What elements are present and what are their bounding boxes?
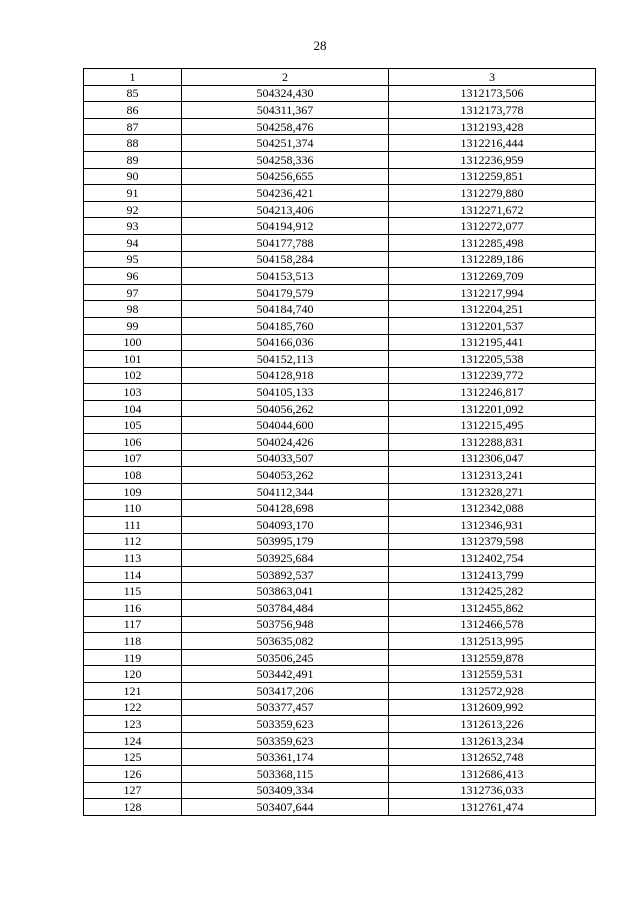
x-coordinate-cell: 503506,245 xyxy=(182,649,389,666)
point-number-cell: 125 xyxy=(84,749,182,766)
y-coordinate-cell: 1312193,428 xyxy=(389,118,596,135)
x-coordinate-cell: 504324,430 xyxy=(182,85,389,102)
table-row xyxy=(84,732,596,749)
point-number-cell: 93 xyxy=(84,218,182,235)
point-number-cell: 94 xyxy=(84,234,182,251)
y-coordinate-cell: 1312613,234 xyxy=(389,732,596,749)
x-coordinate-cell: 504179,579 xyxy=(182,284,389,301)
point-number-cell: 117 xyxy=(84,616,182,633)
table-row xyxy=(84,799,596,816)
y-coordinate-cell: 1312761,474 xyxy=(389,799,596,816)
y-coordinate-cell: 1312289,186 xyxy=(389,251,596,268)
point-number-cell: 86 xyxy=(84,102,182,119)
y-coordinate-cell: 1312201,092 xyxy=(389,400,596,417)
point-number-cell: 105 xyxy=(84,417,182,434)
x-coordinate-cell: 503925,684 xyxy=(182,550,389,567)
x-coordinate-cell: 503409,334 xyxy=(182,782,389,799)
y-coordinate-cell: 1312173,778 xyxy=(389,102,596,119)
y-coordinate-cell: 1312609,992 xyxy=(389,699,596,716)
point-number-cell: 121 xyxy=(84,682,182,699)
point-number-cell: 99 xyxy=(84,317,182,334)
table-row xyxy=(84,102,596,119)
y-coordinate-cell: 1312288,831 xyxy=(389,434,596,451)
table-row xyxy=(84,782,596,799)
y-coordinate-cell: 1312272,077 xyxy=(389,218,596,235)
point-number-cell: 100 xyxy=(84,334,182,351)
point-number-cell: 123 xyxy=(84,716,182,733)
y-coordinate-cell: 1312513,995 xyxy=(389,633,596,650)
table-row xyxy=(84,533,596,550)
table-row xyxy=(84,85,596,102)
table-row xyxy=(84,483,596,500)
point-number-cell: 113 xyxy=(84,550,182,567)
x-coordinate-cell: 504128,698 xyxy=(182,500,389,517)
x-coordinate-cell: 503995,179 xyxy=(182,533,389,550)
table-row xyxy=(84,168,596,185)
x-coordinate-cell: 504056,262 xyxy=(182,400,389,417)
table-row xyxy=(84,666,596,683)
y-coordinate-cell: 1312201,537 xyxy=(389,317,596,334)
point-number-cell: 104 xyxy=(84,400,182,417)
table-row xyxy=(84,600,596,617)
y-coordinate-cell: 1312217,994 xyxy=(389,284,596,301)
y-coordinate-cell: 1312736,033 xyxy=(389,782,596,799)
table-row xyxy=(84,218,596,235)
y-coordinate-cell: 1312313,241 xyxy=(389,467,596,484)
table-body xyxy=(84,85,596,815)
table-row xyxy=(84,749,596,766)
x-coordinate-cell: 503359,623 xyxy=(182,732,389,749)
y-coordinate-cell: 1312559,531 xyxy=(389,666,596,683)
point-number-cell: 101 xyxy=(84,351,182,368)
x-coordinate-cell: 504258,476 xyxy=(182,118,389,135)
point-number-cell: 107 xyxy=(84,450,182,467)
point-number-cell: 103 xyxy=(84,384,182,401)
table-row xyxy=(84,633,596,650)
y-coordinate-cell: 1312613,226 xyxy=(389,716,596,733)
x-coordinate-cell: 504105,133 xyxy=(182,384,389,401)
y-coordinate-cell: 1312402,754 xyxy=(389,550,596,567)
y-coordinate-cell: 1312285,498 xyxy=(389,234,596,251)
table-row xyxy=(84,334,596,351)
y-coordinate-cell: 1312466,578 xyxy=(389,616,596,633)
table-row xyxy=(84,151,596,168)
x-coordinate-cell: 504152,113 xyxy=(182,351,389,368)
point-number-cell: 110 xyxy=(84,500,182,517)
point-number-cell: 128 xyxy=(84,799,182,816)
y-coordinate-cell: 1312425,282 xyxy=(389,583,596,600)
table-row xyxy=(84,716,596,733)
y-coordinate-cell: 1312271,672 xyxy=(389,201,596,218)
y-coordinate-cell: 1312342,088 xyxy=(389,500,596,517)
y-coordinate-cell: 1312205,538 xyxy=(389,351,596,368)
point-number-cell: 118 xyxy=(84,633,182,650)
x-coordinate-cell: 504128,918 xyxy=(182,367,389,384)
table-row xyxy=(84,550,596,567)
table-row xyxy=(84,251,596,268)
point-number-cell: 111 xyxy=(84,517,182,534)
x-coordinate-cell: 504033,507 xyxy=(182,450,389,467)
y-coordinate-cell: 1312455,862 xyxy=(389,600,596,617)
point-number-cell: 85 xyxy=(84,85,182,102)
x-coordinate-cell: 503417,206 xyxy=(182,682,389,699)
y-coordinate-cell: 1312346,931 xyxy=(389,517,596,534)
x-coordinate-cell: 504158,284 xyxy=(182,251,389,268)
column-header-1: 1 xyxy=(84,69,182,86)
point-number-cell: 91 xyxy=(84,185,182,202)
x-coordinate-cell: 503756,948 xyxy=(182,616,389,633)
column-header-3: 3 xyxy=(389,69,596,86)
table-row xyxy=(84,765,596,782)
x-coordinate-cell: 503635,082 xyxy=(182,633,389,650)
point-number-cell: 126 xyxy=(84,765,182,782)
x-coordinate-cell: 504258,336 xyxy=(182,151,389,168)
x-coordinate-cell: 504112,344 xyxy=(182,483,389,500)
y-coordinate-cell: 1312269,709 xyxy=(389,268,596,285)
table-row xyxy=(84,135,596,152)
x-coordinate-cell: 503377,457 xyxy=(182,699,389,716)
point-number-cell: 127 xyxy=(84,782,182,799)
table-row xyxy=(84,616,596,633)
table-row xyxy=(84,351,596,368)
table-row xyxy=(84,467,596,484)
point-number-cell: 90 xyxy=(84,168,182,185)
table-row xyxy=(84,284,596,301)
table-row xyxy=(84,517,596,534)
table-header-row xyxy=(84,69,596,86)
y-coordinate-cell: 1312306,047 xyxy=(389,450,596,467)
point-number-cell: 98 xyxy=(84,301,182,318)
point-number-cell: 120 xyxy=(84,666,182,683)
y-coordinate-cell: 1312216,444 xyxy=(389,135,596,152)
table-row xyxy=(84,201,596,218)
y-coordinate-cell: 1312279,880 xyxy=(389,185,596,202)
table-row xyxy=(84,583,596,600)
x-coordinate-cell: 503863,041 xyxy=(182,583,389,600)
point-number-cell: 95 xyxy=(84,251,182,268)
point-number-cell: 124 xyxy=(84,732,182,749)
table-row xyxy=(84,450,596,467)
y-coordinate-cell: 1312559,878 xyxy=(389,649,596,666)
x-coordinate-cell: 503368,115 xyxy=(182,765,389,782)
x-coordinate-cell: 504153,513 xyxy=(182,268,389,285)
x-coordinate-cell: 504177,788 xyxy=(182,234,389,251)
y-coordinate-cell: 1312236,959 xyxy=(389,151,596,168)
x-coordinate-cell: 504044,600 xyxy=(182,417,389,434)
table-row xyxy=(84,434,596,451)
point-number-cell: 92 xyxy=(84,201,182,218)
x-coordinate-cell: 504184,740 xyxy=(182,301,389,318)
y-coordinate-cell: 1312652,748 xyxy=(389,749,596,766)
page-number: 28 xyxy=(313,38,327,53)
y-coordinate-cell: 1312413,799 xyxy=(389,566,596,583)
x-coordinate-cell: 504194,912 xyxy=(182,218,389,235)
y-coordinate-cell: 1312195,441 xyxy=(389,334,596,351)
y-coordinate-cell: 1312204,251 xyxy=(389,301,596,318)
point-number-cell: 89 xyxy=(84,151,182,168)
point-number-cell: 122 xyxy=(84,699,182,716)
table-row xyxy=(84,185,596,202)
y-coordinate-cell: 1312239,772 xyxy=(389,367,596,384)
coordinates-table xyxy=(83,68,596,816)
table-row xyxy=(84,301,596,318)
point-number-cell: 108 xyxy=(84,467,182,484)
point-number-cell: 96 xyxy=(84,268,182,285)
x-coordinate-cell: 504166,036 xyxy=(182,334,389,351)
column-header-2: 2 xyxy=(182,69,389,86)
x-coordinate-cell: 504053,262 xyxy=(182,467,389,484)
x-coordinate-cell: 504024,426 xyxy=(182,434,389,451)
table-row xyxy=(84,417,596,434)
point-number-cell: 109 xyxy=(84,483,182,500)
table-row xyxy=(84,367,596,384)
point-number-cell: 119 xyxy=(84,649,182,666)
point-number-cell: 97 xyxy=(84,284,182,301)
y-coordinate-cell: 1312328,271 xyxy=(389,483,596,500)
table-row xyxy=(84,682,596,699)
table-row xyxy=(84,317,596,334)
y-coordinate-cell: 1312686,413 xyxy=(389,765,596,782)
y-coordinate-cell: 1312173,506 xyxy=(389,85,596,102)
point-number-cell: 87 xyxy=(84,118,182,135)
point-number-cell: 115 xyxy=(84,583,182,600)
point-number-cell: 114 xyxy=(84,566,182,583)
table-row xyxy=(84,649,596,666)
x-coordinate-cell: 504093,170 xyxy=(182,517,389,534)
x-coordinate-cell: 504236,421 xyxy=(182,185,389,202)
x-coordinate-cell: 503784,484 xyxy=(182,600,389,617)
x-coordinate-cell: 503892,537 xyxy=(182,566,389,583)
table-row xyxy=(84,234,596,251)
y-coordinate-cell: 1312379,598 xyxy=(389,533,596,550)
table-row xyxy=(84,268,596,285)
x-coordinate-cell: 503407,644 xyxy=(182,799,389,816)
x-coordinate-cell: 504213,406 xyxy=(182,201,389,218)
x-coordinate-cell: 503361,174 xyxy=(182,749,389,766)
point-number-cell: 116 xyxy=(84,600,182,617)
y-coordinate-cell: 1312215,495 xyxy=(389,417,596,434)
y-coordinate-cell: 1312259,851 xyxy=(389,168,596,185)
y-coordinate-cell: 1312572,928 xyxy=(389,682,596,699)
x-coordinate-cell: 504185,760 xyxy=(182,317,389,334)
point-number-cell: 88 xyxy=(84,135,182,152)
point-number-cell: 112 xyxy=(84,533,182,550)
table-row xyxy=(84,400,596,417)
x-coordinate-cell: 504251,374 xyxy=(182,135,389,152)
table-row xyxy=(84,699,596,716)
x-coordinate-cell: 503442,491 xyxy=(182,666,389,683)
x-coordinate-cell: 503359,623 xyxy=(182,716,389,733)
point-number-cell: 102 xyxy=(84,367,182,384)
table-row xyxy=(84,384,596,401)
point-number-cell: 106 xyxy=(84,434,182,451)
x-coordinate-cell: 504256,655 xyxy=(182,168,389,185)
table-row xyxy=(84,118,596,135)
table-row xyxy=(84,566,596,583)
y-coordinate-cell: 1312246,817 xyxy=(389,384,596,401)
table-row xyxy=(84,500,596,517)
x-coordinate-cell: 504311,367 xyxy=(182,102,389,119)
